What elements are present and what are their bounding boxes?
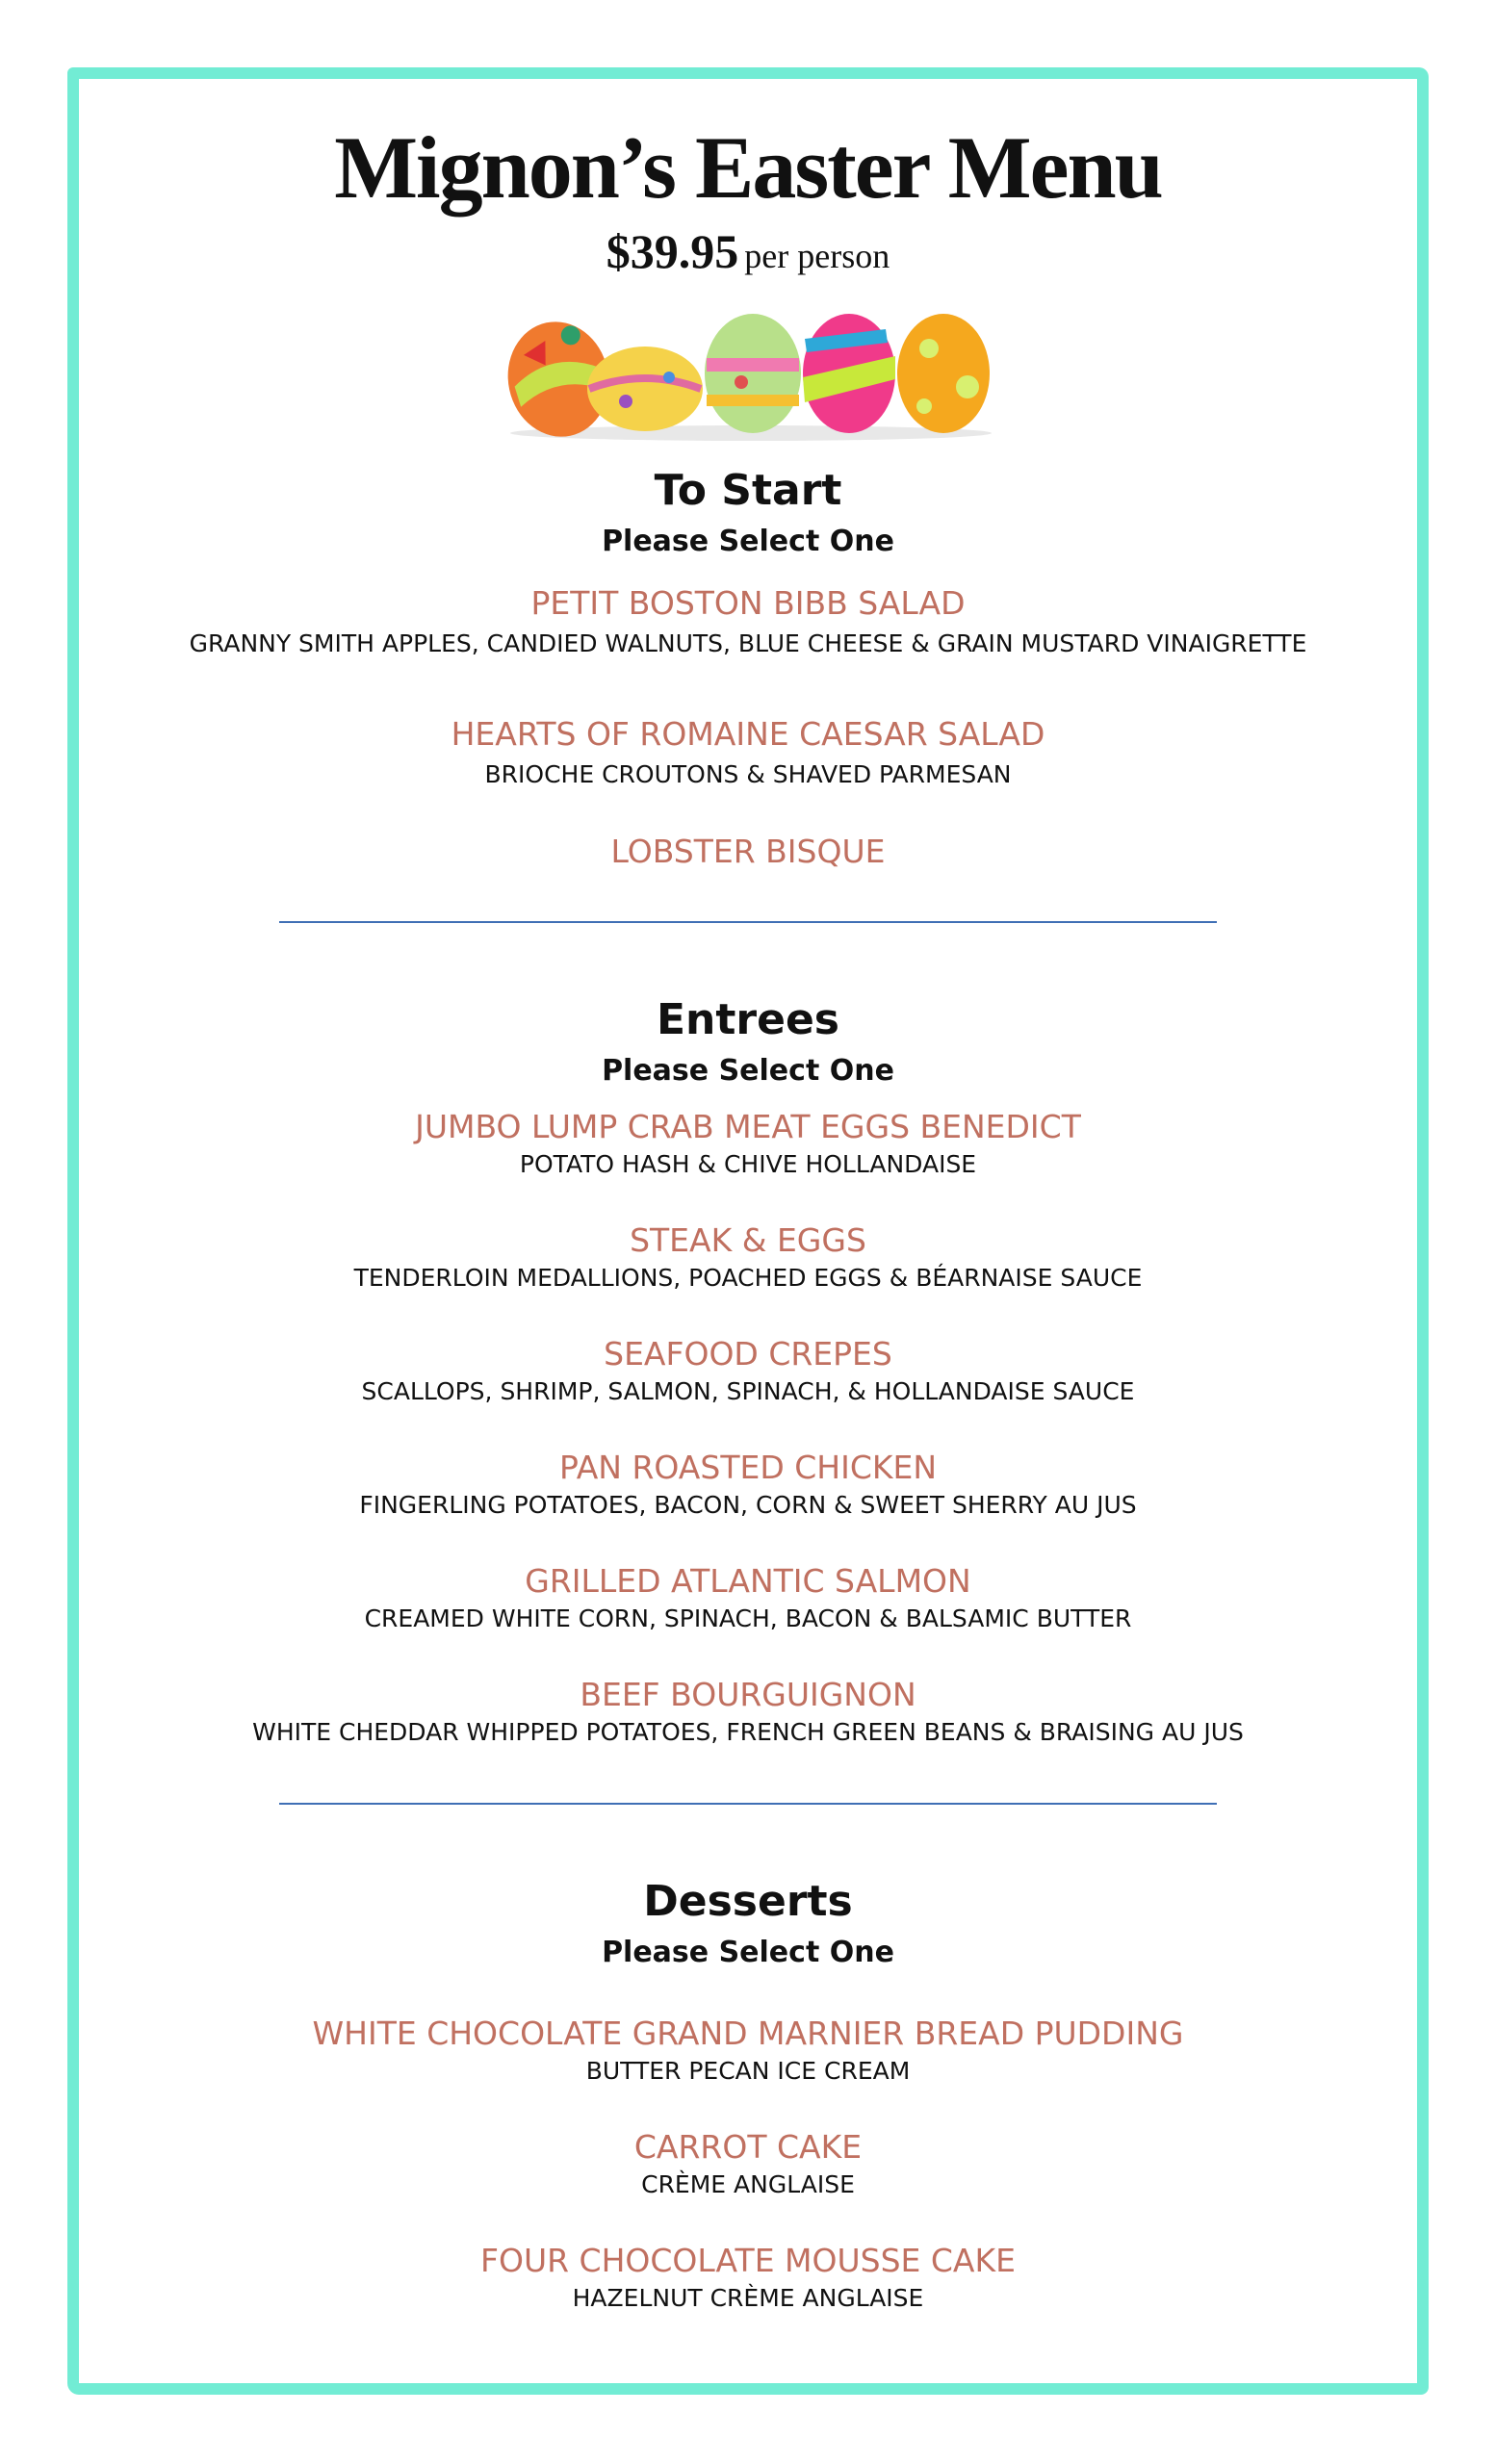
dish-description: POTATO HASH & CHIVE HOLLANDAISE <box>519 1150 977 1178</box>
price: $39.95 <box>606 224 739 278</box>
dish-description: FINGERLING POTATOES, BACON, CORN & SWEET SHERRY AU JUS <box>359 1491 1137 1519</box>
section-heading-entrees: Entrees <box>657 995 839 1044</box>
section-heading-start: To Start <box>654 466 842 515</box>
dish-name: WHITE CHOCOLATE GRAND MARNIER BREAD PUDDING <box>312 2015 1184 2052</box>
dish-description: HAZELNUT CRÈME ANGLAISE <box>572 2284 924 2312</box>
dish-description: CRÈME ANGLAISE <box>641 2170 855 2198</box>
dish-name: PAN ROASTED CHICKEN <box>558 1449 938 1486</box>
dish-name: BEEF BOURGUIGNON <box>580 1676 916 1713</box>
price-note: per person <box>744 237 890 275</box>
dish-name: LOBSTER BISQUE <box>610 833 886 870</box>
dish-description: GRANNY SMITH APPLES, CANDIED WALNUTS, BLUE CHEESE & GRAIN MUSTARD VINAIGRETTE <box>189 629 1307 657</box>
dish-description: TENDERLOIN MEDALLIONS, POACHED EGGS & BÉARNAISE SAUCE <box>353 1264 1143 1292</box>
dish-description: SCALLOPS, SHRIMP, SALMON, SPINACH, & HOLLANDAISE SAUCE <box>361 1377 1135 1405</box>
dish-name: CARROT CAKE <box>633 2128 863 2166</box>
dish-name: FOUR CHOCOLATE MOUSSE CAKE <box>480 2242 1016 2279</box>
dish-description: BUTTER PECAN ICE CREAM <box>585 2057 911 2085</box>
menu-title: Mignon’s Easter Menu <box>334 118 1162 217</box>
section-heading-desserts: Desserts <box>643 1877 853 1926</box>
section-instruction-desserts: Please Select One <box>602 1936 894 1969</box>
dish-name: PETIT BOSTON BIBB SALAD <box>530 584 966 622</box>
price-line <box>0 224 1496 278</box>
dish-description: BRIOCHE CROUTONS & SHAVED PARMESAN <box>484 760 1012 788</box>
dish-description: WHITE CHEDDAR WHIPPED POTATOES, FRENCH GREEN BEANS & BRAISING AU JUS <box>252 1718 1244 1746</box>
section-instruction-entrees: Please Select One <box>602 1054 894 1088</box>
dish-name: GRILLED ATLANTIC SALMON <box>525 1562 971 1600</box>
section-divider <box>279 1803 1217 1805</box>
dish-name: STEAK & EGGS <box>630 1221 866 1259</box>
dish-description: CREAMED WHITE CORN, SPINACH, BACON & BALSAMIC BUTTER <box>364 1604 1132 1632</box>
section-divider <box>279 921 1217 923</box>
section-instruction-start: Please Select One <box>602 525 894 558</box>
dish-name: JUMBO LUMP CRAB MEAT EGGS BENEDICT <box>415 1108 1081 1145</box>
dish-name: HEARTS OF ROMAINE CAESAR SALAD <box>451 715 1045 753</box>
dish-name: SEAFOOD CREPES <box>604 1335 892 1373</box>
easter-eggs-image <box>501 310 1001 445</box>
